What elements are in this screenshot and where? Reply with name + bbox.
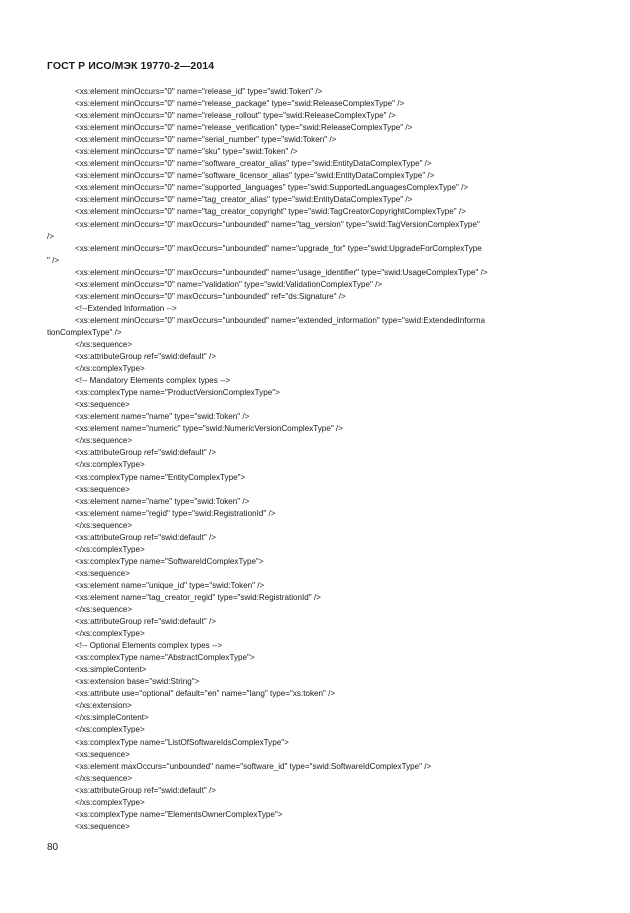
- code-line: <xs:attributeGroup ref="swid:default" />: [75, 532, 216, 542]
- code-line: <xs:element maxOccurs="unbounded" name="software_id" type="swid:SoftwareIdComplexType" />: [75, 761, 432, 771]
- code-line: </xs:complexType>: [75, 544, 145, 554]
- code-line: <xs:element minOccurs="0" name="supported_languages" type="swid:SupportedLanguagesComplexType" />: [75, 183, 469, 193]
- code-line: <xs:complexType name="AbstractComplexType">: [75, 653, 255, 663]
- code-line: <!--Extended Information -->: [75, 303, 177, 313]
- code-line: <xs:element minOccurs="0" name="release_rollout" type="swid:ReleaseComplexType" />: [75, 111, 396, 121]
- code-line: </xs:simpleContent>: [75, 713, 149, 723]
- code-line: <xs:element minOccurs="0" name="release_package" type="swid:ReleaseComplexType" />: [75, 99, 405, 109]
- code-line: <!-- Optional Elements complex types -->: [75, 641, 223, 651]
- code-line: <xs:element minOccurs="0" maxOccurs="unbounded" name="tag_version" type="swid:TagVersionComplexType": [75, 219, 480, 229]
- code-line: <xs:element minOccurs="0" name="software_creator_alias" type="swid:EntityDataComplexType" />: [75, 159, 432, 169]
- code-line: <xs:extension base="swid:String">: [75, 677, 200, 687]
- code-line: </xs:extension>: [75, 701, 132, 711]
- code-line: <xs:element minOccurs="0" maxOccurs="unbounded" name="usage_identifier" type="swid:UsageComplexType" />: [75, 267, 488, 277]
- code-line: <xs:element name="name" type="swid:Token" />: [75, 496, 250, 506]
- code-line: <xs:attributeGroup ref="swid:default" />: [75, 448, 216, 458]
- code-line: <xs:sequence>: [75, 400, 130, 410]
- code-line: <xs:element minOccurs="0" maxOccurs="unbounded" ref="ds:Signature" />: [75, 291, 346, 301]
- code-line: <xs:complexType name="SoftwareIdComplexType">: [75, 556, 264, 566]
- code-line: </xs:sequence>: [75, 605, 133, 615]
- code-line: <!-- Mandatory Elements complex types -->: [75, 376, 231, 386]
- code-line: </xs:complexType>: [75, 364, 145, 374]
- code-line: <xs:attributeGroup ref="swid:default" />: [75, 352, 216, 362]
- code-line: <xs:complexType name="ElementsOwnerComplexType">: [75, 809, 283, 819]
- code-line: <xs:sequence>: [75, 484, 130, 494]
- code-line: <xs:element name="name" type="swid:Token" />: [75, 412, 250, 422]
- code-line: <xs:attributeGroup ref="swid:default" />: [75, 785, 216, 795]
- code-line: <xs:element minOccurs="0" name="sku" type="swid:Token" />: [75, 147, 298, 157]
- code-line: </xs:sequence>: [75, 773, 133, 783]
- code-line: <xs:attributeGroup ref="swid:default" />: [75, 617, 216, 627]
- code-line: </xs:sequence>: [75, 339, 133, 349]
- code-line: tionComplexType" />: [47, 327, 122, 337]
- code-line: </xs:sequence>: [75, 520, 133, 530]
- code-line: <xs:element name="regid" type="swid:RegistrationId" />: [75, 508, 276, 518]
- code-line: </xs:sequence>: [75, 436, 133, 446]
- code-line: <xs:element minOccurs="0" name="software_licensor_alias" type="swid:EntityDataComplexType" />: [75, 171, 435, 181]
- page-header-title: ГОСТ Р ИСО/МЭК 19770-2—2014: [47, 60, 215, 72]
- code-line: " />: [47, 255, 60, 265]
- code-line: <xs:attribute use="optional" default="en" name="lang" type="xs:token" />: [75, 689, 336, 699]
- code-line: <xs:element minOccurs="0" name="validation" type="swid:ValidationComplexType" />: [75, 279, 383, 289]
- code-line: <xs:simpleContent>: [75, 665, 147, 675]
- code-line: </xs:complexType>: [75, 797, 145, 807]
- code-line: <xs:sequence>: [75, 821, 130, 831]
- code-line: <xs:element minOccurs="0" name="release_verification" type="swid:ReleaseComplexType" />: [75, 123, 413, 133]
- xml-schema-listing: [47, 86, 587, 833]
- code-line: <xs:complexType name="ListOfSoftwareIdsComplexType">: [75, 737, 289, 747]
- code-line: <xs:sequence>: [75, 749, 130, 759]
- code-line: <xs:complexType name="ProductVersionComplexType">: [75, 388, 280, 398]
- page-number: 80: [47, 842, 59, 853]
- code-line: <xs:element minOccurs="0" name="tag_creator_copyright" type="swid:TagCreatorCopyrightComplexType" />: [75, 207, 466, 217]
- code-line: <xs:element name="numeric" type="swid:NumericVersionComplexType" />: [75, 424, 343, 434]
- code-line: <xs:element minOccurs="0" name="release_id" type="swid:Token" />: [75, 87, 323, 96]
- code-line: </xs:complexType>: [75, 460, 145, 470]
- code-line: <xs:element name="unique_id" type="swid:Token" />: [75, 580, 265, 590]
- code-line: <xs:element minOccurs="0" name="serial_number" type="swid:Token" />: [75, 135, 337, 145]
- code-line: <xs:sequence>: [75, 568, 130, 578]
- code-line: <xs:complexType name="EntityComplexType">: [75, 472, 246, 482]
- code-line: </xs:complexType>: [75, 629, 145, 639]
- code-line: <xs:element name="tag_creator_regid" type="swid:RegistrationId" />: [75, 592, 321, 602]
- code-line: </xs:complexType>: [75, 725, 145, 735]
- code-line: <xs:element minOccurs="0" name="tag_creator_alias" type="swid:EntityDataComplexType" />: [75, 195, 413, 205]
- code-line: />: [47, 231, 54, 241]
- code-line: <xs:element minOccurs="0" maxOccurs="unbounded" name="extended_information" type="swid:ExtendedInforma: [75, 315, 485, 325]
- code-line: <xs:element minOccurs="0" maxOccurs="unbounded" name="upgrade_for" type="swid:UpgradeForComplexType: [75, 243, 482, 253]
